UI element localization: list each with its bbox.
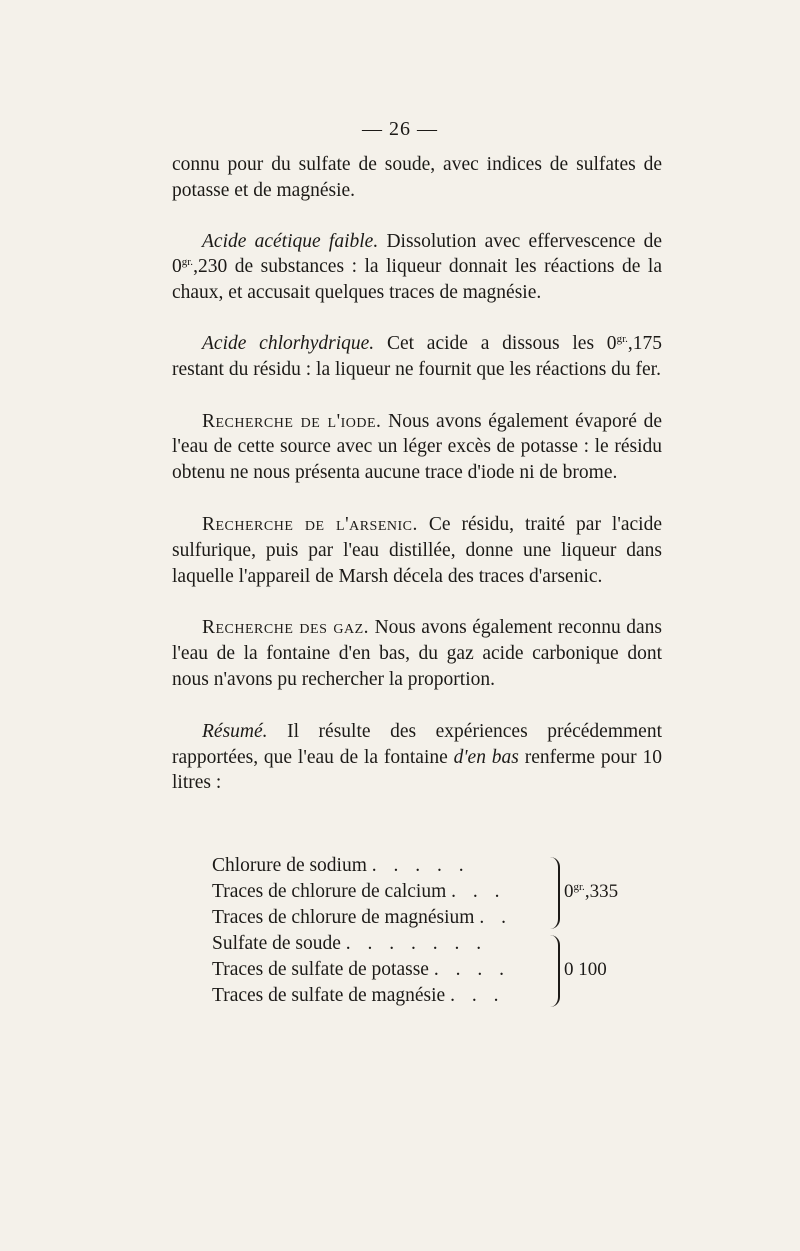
- paragraph-resume: [172, 719, 662, 796]
- paragraph-heading: Acide acétique faible.: [202, 230, 379, 252]
- row-label: Chlorure de sodium: [212, 855, 367, 876]
- paragraph-acide-chlorhydrique: [172, 331, 662, 383]
- table-row: [212, 931, 662, 957]
- paragraph-text: connu pour du sulfate de soude, avec indices de sulfates de potasse et de magnésie.: [172, 154, 662, 201]
- paragraph-text: Ce résidu, traité par l'acide sulfurique, puis par l'eau distillée, donne une liqueur dans laquelle l'appareil de Marsh décela des traces d'arsenic.: [172, 513, 662, 587]
- group-value: 0 100: [564, 959, 607, 980]
- paragraph-heading: Acide chlorhydrique.: [202, 332, 375, 354]
- paragraph-text: Dissolution avec effervescence de 0: [172, 230, 662, 278]
- value-number: ,335: [584, 881, 619, 902]
- paragraph-recherche-arsenic: [172, 512, 662, 589]
- paragraph-heading: Recherche des gaz.: [202, 617, 370, 639]
- paragraph-heading: Recherche de l'iode.: [202, 410, 382, 432]
- row-label: Traces de chlorure de magnésium: [212, 907, 475, 928]
- leader-dots: . . . . . . .: [345, 933, 488, 954]
- paragraph-text: renferme pour 10 litres :: [172, 746, 662, 794]
- group-value: [564, 879, 618, 905]
- leader-dots: . . . .: [433, 959, 510, 980]
- table-row: [212, 905, 662, 931]
- paragraph-text: Nous avons également évaporé de l'eau de cette source avec un léger excès de potasse : le résidu obtenu ne nous présenta aucune trace d'iode ni de brome.: [172, 410, 662, 484]
- unit-superscript: gr.: [181, 256, 194, 269]
- paragraph-emphasis: d'en bas: [453, 746, 519, 768]
- composition-table: [212, 853, 662, 1009]
- unit-superscript: gr.: [616, 332, 628, 345]
- paragraph-heading: Résumé.: [202, 720, 268, 742]
- table-row: [212, 853, 662, 879]
- paragraph-heading: Recherche de l'arsenic.: [202, 513, 418, 535]
- paragraph-acide-acetique: [172, 229, 662, 306]
- value-number: 0: [564, 881, 574, 902]
- table-row: [212, 983, 662, 1009]
- brace-icon: [548, 935, 560, 1007]
- row-label: Traces de sulfate de magnésie: [212, 985, 446, 1006]
- paragraph-text: ,175 restant du résidu : la liqueur ne fournit que les réactions du fer.: [172, 332, 662, 380]
- page-number: — 26 —: [362, 118, 438, 140]
- row-label: Traces de chlorure de calcium: [212, 881, 447, 902]
- leader-dots: . . .: [450, 985, 505, 1006]
- paragraph-text: Il résulte des expériences précédemment rapportées, que l'eau de la fontaine: [172, 720, 662, 768]
- table-group-chlorures: [212, 853, 662, 1009]
- paragraph-recherche-gaz: [172, 615, 662, 692]
- paragraph-text: Cet acide a dissous les 0: [374, 332, 617, 354]
- body-text: [172, 152, 662, 796]
- leader-dots: . .: [479, 907, 512, 928]
- unit-superscript: gr.: [573, 881, 585, 893]
- paragraph-continuation: [172, 152, 662, 204]
- brace-icon: [548, 857, 560, 929]
- leader-dots: . . . . .: [371, 855, 470, 876]
- paragraph-recherche-iode: [172, 409, 662, 486]
- leader-dots: . . .: [451, 881, 506, 902]
- paragraph-text: Nous avons également reconnu dans l'eau de la fontaine d'en bas, du gaz acide carbonique dont nous n'avons pu rechercher la proportion.: [172, 617, 662, 690]
- paragraph-text: ,230 de substances : la liqueur donnait les réactions de la chaux, et accusait quelques traces de magnésie.: [172, 256, 662, 304]
- row-label: Sulfate de soude: [212, 933, 341, 954]
- row-label: Traces de sulfate de potasse: [212, 959, 429, 980]
